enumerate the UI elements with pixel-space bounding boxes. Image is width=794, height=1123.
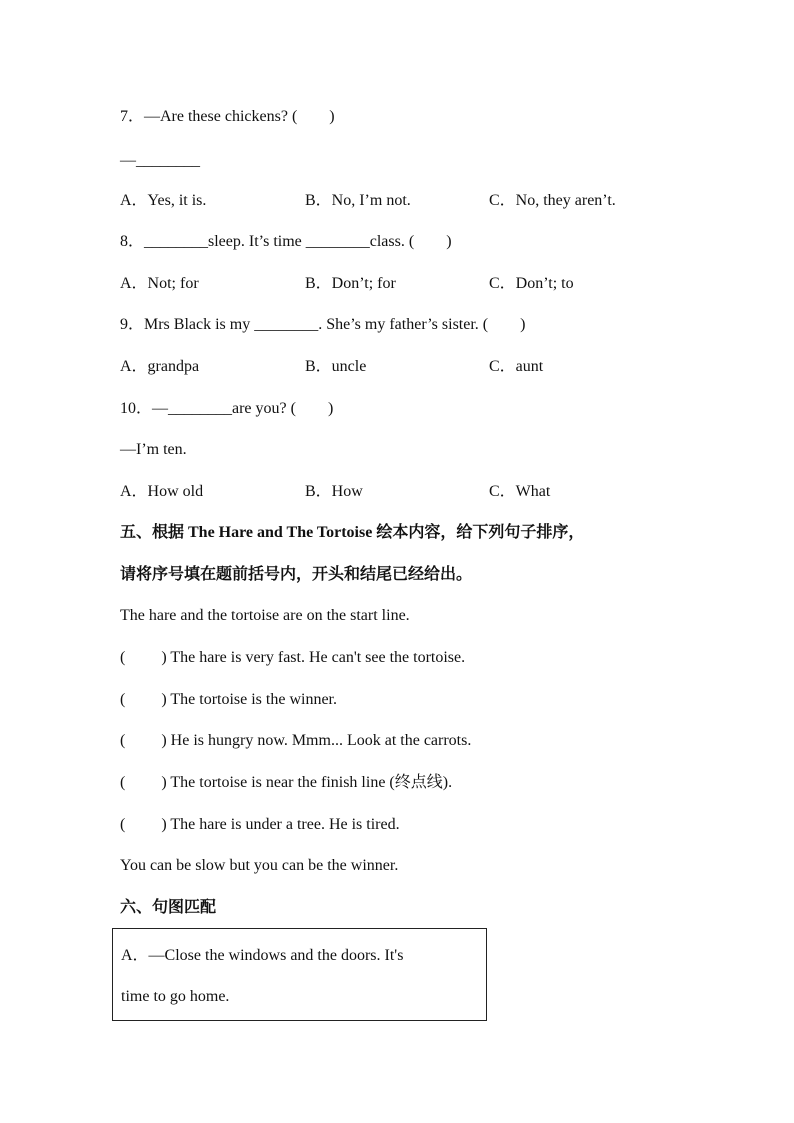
q9-option-c[interactable]: C．aunt <box>489 358 544 375</box>
q8-option-b[interactable]: B．Don’t; for <box>305 275 396 292</box>
section5-item-3[interactable]: ( ) He is hungry now. Mmm... Look at the carrots. <box>120 732 472 749</box>
q10-option-a[interactable]: A．How old <box>120 483 204 500</box>
matching-box-a <box>112 928 487 1021</box>
q8-option-a[interactable]: A．Not; for <box>120 275 199 292</box>
q10-option-c[interactable]: C．What <box>489 483 551 500</box>
q7-answer-line: —________ <box>120 152 200 169</box>
section5-item-5[interactable]: ( ) The hare is under a tree. He is tired. <box>120 816 400 833</box>
q9-option-a[interactable]: A．grandpa <box>120 358 200 375</box>
section5-item-1[interactable]: ( ) The hare is very fast. He can't see the tortoise. <box>120 649 466 666</box>
q9-option-b[interactable]: B．uncle <box>305 358 367 375</box>
q7-stem: 7．—Are these chickens? ( ) <box>120 108 335 125</box>
matching-box-line2: time to go home. <box>121 988 230 1005</box>
section6-heading: 六、句图匹配 <box>120 899 217 916</box>
q9-stem: 9．Mrs Black is my ________. She’s my father’s sister. ( ) <box>120 316 526 333</box>
q10-option-b[interactable]: B．How <box>305 483 363 500</box>
matching-box-line1: A．—Close the windows and the doors. It's <box>121 947 404 964</box>
q10-stem: 10．—________are you? ( ) <box>120 400 334 417</box>
section5-last-sentence: You can be slow but you can be the winner. <box>120 857 399 874</box>
section5-item-2[interactable]: ( ) The tortoise is the winner. <box>120 691 338 708</box>
q7-option-b[interactable]: B．No, I’m not. <box>305 192 411 209</box>
q7-option-a[interactable]: A．Yes, it is. <box>120 192 207 209</box>
section5-heading-line2: 请将序号填在题前括号内，开头和结尾已经给出。 <box>120 566 473 583</box>
q8-option-c[interactable]: C．Don’t; to <box>489 275 574 292</box>
q7-option-c[interactable]: C．No, they aren’t. <box>489 192 616 209</box>
q10-answer-line: —I’m ten. <box>120 441 187 458</box>
section5-first-sentence: The hare and the tortoise are on the start line. <box>120 607 410 624</box>
q8-stem: 8．________sleep. It’s time ________class. ( ) <box>120 233 452 250</box>
section5-heading-line1: 五、根据 The Hare and The Tortoise 绘本内容，给下列句子排序， <box>120 524 585 541</box>
section5-item-4[interactable]: ( ) The tortoise is near the finish line (终点线). <box>120 774 453 791</box>
